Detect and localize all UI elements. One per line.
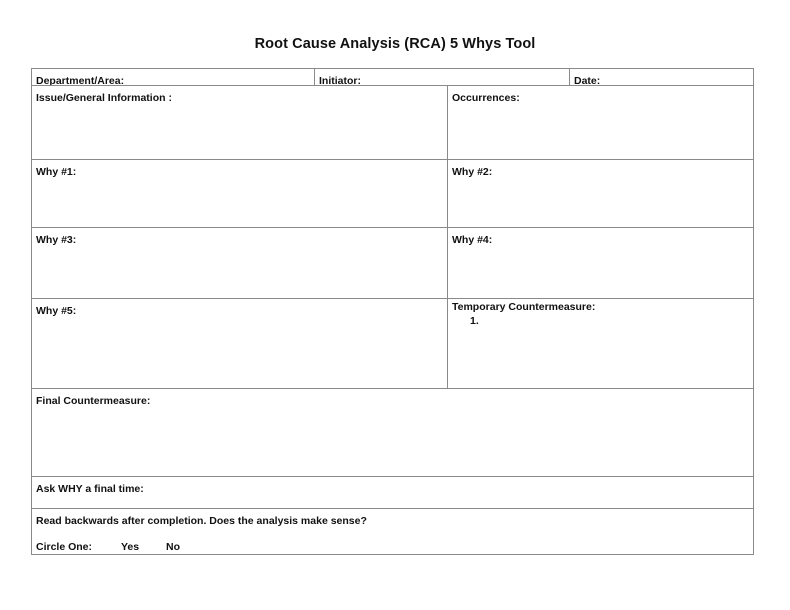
read-backwards-label: Read backwards after completion. Does the analysis make sense? — [36, 515, 367, 527]
issue-label: Issue/General Information : — [36, 92, 172, 104]
why4-label: Why #4: — [452, 234, 493, 246]
ask-why-row — [32, 476, 753, 508]
why3-field[interactable] — [32, 228, 447, 298]
why1-field[interactable] — [32, 160, 447, 227]
why3-label: Why #3: — [36, 234, 77, 246]
why5-field[interactable] — [32, 299, 447, 388]
why5-label: Why #5: — [36, 305, 77, 317]
option-no[interactable]: No — [166, 541, 180, 553]
circle-one-group — [36, 541, 180, 553]
issue-row — [32, 85, 753, 159]
header-row — [32, 69, 753, 85]
temporary-countermeasure-item-1: 1. — [470, 315, 479, 327]
department-label: Department/Area: — [36, 75, 125, 87]
why1-label: Why #1: — [36, 166, 77, 178]
final-countermeasure-label: Final Countermeasure: — [36, 395, 151, 407]
circle-one-label: Circle One: — [36, 541, 93, 553]
why4-field[interactable] — [447, 228, 753, 298]
option-yes[interactable]: Yes — [121, 541, 140, 553]
why-row-1 — [32, 159, 753, 227]
page-title: Root Cause Analysis (RCA) 5 Whys Tool — [254, 36, 536, 52]
why-row-3 — [32, 298, 753, 388]
initiator-field[interactable] — [314, 69, 569, 85]
issue-field[interactable] — [32, 86, 447, 159]
department-field[interactable] — [32, 69, 314, 85]
occurrences-field[interactable] — [447, 86, 753, 159]
read-backwards-row — [32, 508, 753, 554]
why-row-2 — [32, 227, 753, 298]
occurrences-label: Occurrences: — [452, 92, 520, 104]
temporary-countermeasure-field[interactable] — [447, 299, 753, 388]
why2-field[interactable] — [447, 160, 753, 227]
final-countermeasure-row — [32, 388, 753, 476]
read-backwards-field — [32, 509, 753, 554]
why2-label: Why #2: — [452, 166, 493, 178]
initiator-label: Initiator: — [319, 75, 361, 87]
date-field[interactable] — [569, 69, 753, 85]
final-countermeasure-field[interactable] — [32, 389, 753, 476]
ask-why-field[interactable] — [32, 477, 753, 508]
date-label: Date: — [574, 75, 601, 87]
ask-why-label: Ask WHY a final time: — [36, 483, 144, 495]
temporary-countermeasure-label: Temporary Countermeasure: — [452, 301, 596, 313]
rca-form — [31, 68, 754, 555]
